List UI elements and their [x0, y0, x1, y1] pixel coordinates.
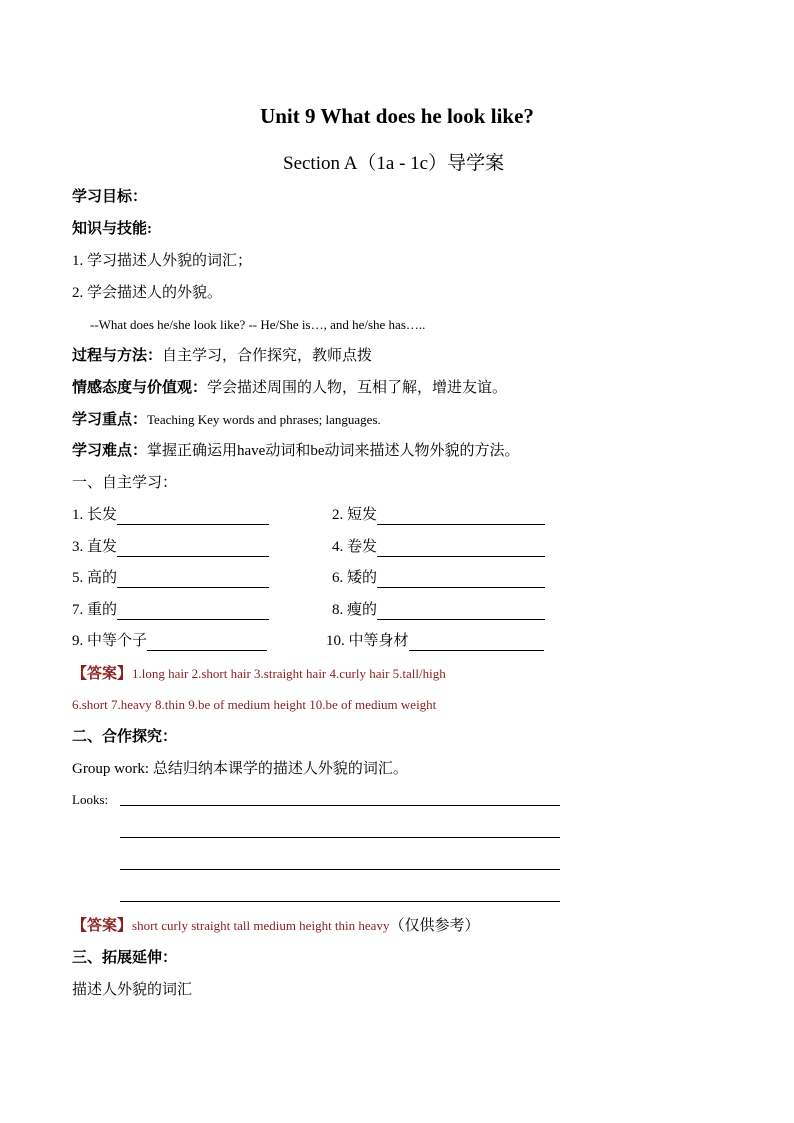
section1-answer-line2: 6.short 7.heavy 8.thin 9.be of medium height 10.be of medium weight: [72, 697, 437, 712]
answer-blank[interactable]: [409, 634, 544, 651]
writing-line-1[interactable]: [120, 805, 560, 806]
section2-heading: 二、合作探究：: [72, 729, 178, 745]
answer-tag: 【答案】: [72, 666, 133, 682]
vocab-item-9[interactable]: [72, 631, 267, 651]
vocab-label: 1. 长发: [72, 507, 118, 523]
section2-answer: [72, 916, 479, 936]
emotion-row: [72, 378, 507, 398]
answer-blank[interactable]: [377, 571, 545, 588]
answer-note: （仅供参考）: [389, 918, 480, 934]
process-row: [72, 346, 372, 366]
writing-line-4[interactable]: [120, 901, 560, 902]
writing-line-3[interactable]: [120, 869, 560, 870]
process-label: 过程与方法：: [72, 348, 163, 364]
section1-answer-line1: [72, 664, 446, 684]
answer-blank[interactable]: [147, 634, 267, 651]
answer-blank[interactable]: [377, 508, 545, 525]
answer-blank[interactable]: [377, 540, 545, 557]
goal-item-1: 1. 学习描述人外貌的词汇；: [72, 253, 253, 269]
vocab-item-4[interactable]: [332, 537, 545, 557]
looks-label: Looks:: [72, 792, 109, 807]
vocab-item-10[interactable]: [326, 631, 544, 651]
difficulty-label: 学习难点：: [72, 443, 148, 459]
vocab-label: 6. 矮的: [332, 570, 378, 586]
vocab-label: 10. 中等身材: [326, 633, 409, 649]
vocab-label: 9. 中等个子: [72, 633, 148, 649]
page-title: Unit 9 What does he look like?: [260, 104, 534, 128]
answer-blank[interactable]: [117, 571, 269, 588]
knowledge-heading: 知识与技能:: [72, 221, 152, 237]
emotion-label: 情感态度与价值观：: [72, 380, 208, 396]
answer-blank[interactable]: [117, 540, 269, 557]
goal-item-2: 2. 学会描述人的外貌。: [72, 285, 223, 301]
focus-row: [72, 410, 381, 430]
vocab-item-7[interactable]: [72, 600, 269, 620]
dialogue-pattern: --What does he/she look like? -- He/She is…, and he/she has…..: [90, 317, 426, 332]
vocab-label: 5. 高的: [72, 570, 118, 586]
answer-blank[interactable]: [117, 603, 269, 620]
section1-heading: 一、自主学习：: [72, 475, 178, 491]
group-work-text: Group work: 总结归纳本课学的描述人外貌的词汇。: [72, 761, 408, 777]
answer-words: short curly straight tall medium height thin heavy: [132, 918, 390, 933]
goals-heading: 学习目标：: [72, 189, 148, 205]
page-subtitle: Section A（1a - 1c）导学案: [283, 153, 505, 174]
vocab-item-2[interactable]: [332, 505, 545, 525]
vocab-label: 2. 短发: [332, 507, 378, 523]
vocab-item-8[interactable]: [332, 600, 545, 620]
vocab-item-5[interactable]: [72, 568, 269, 588]
focus-text: Teaching Key words and phrases; languages.: [147, 412, 381, 427]
difficulty-text: 掌握正确运用have动词和be动词来描述人物外貌的方法。: [147, 443, 520, 459]
answer-blank[interactable]: [377, 603, 545, 620]
vocab-item-1[interactable]: [72, 505, 269, 525]
difficulty-row: [72, 441, 520, 461]
emotion-text: 学会描述周围的人物，互相了解，增进友谊。: [207, 380, 508, 396]
vocab-label: 4. 卷发: [332, 539, 378, 555]
vocab-label: 7. 重的: [72, 602, 118, 618]
section3-heading: 三、拓展延伸：: [72, 950, 178, 966]
vocab-label: 8. 瘦的: [332, 602, 378, 618]
answer-blank[interactable]: [117, 508, 269, 525]
process-text: 自主学习，合作探究，教师点拨: [162, 348, 373, 364]
vocab-item-6[interactable]: [332, 568, 545, 588]
answer-text: 1.long hair 2.short hair 3.straight hair 4.curly hair 5.tall/high: [132, 666, 446, 681]
vocab-label: 3. 直发: [72, 539, 118, 555]
focus-label: 学习重点：: [72, 412, 148, 428]
vocab-item-3[interactable]: [72, 537, 269, 557]
writing-line-2[interactable]: [120, 837, 560, 838]
answer-tag: 【答案】: [72, 918, 133, 934]
section3-text: 描述人外貌的词汇: [72, 982, 193, 998]
